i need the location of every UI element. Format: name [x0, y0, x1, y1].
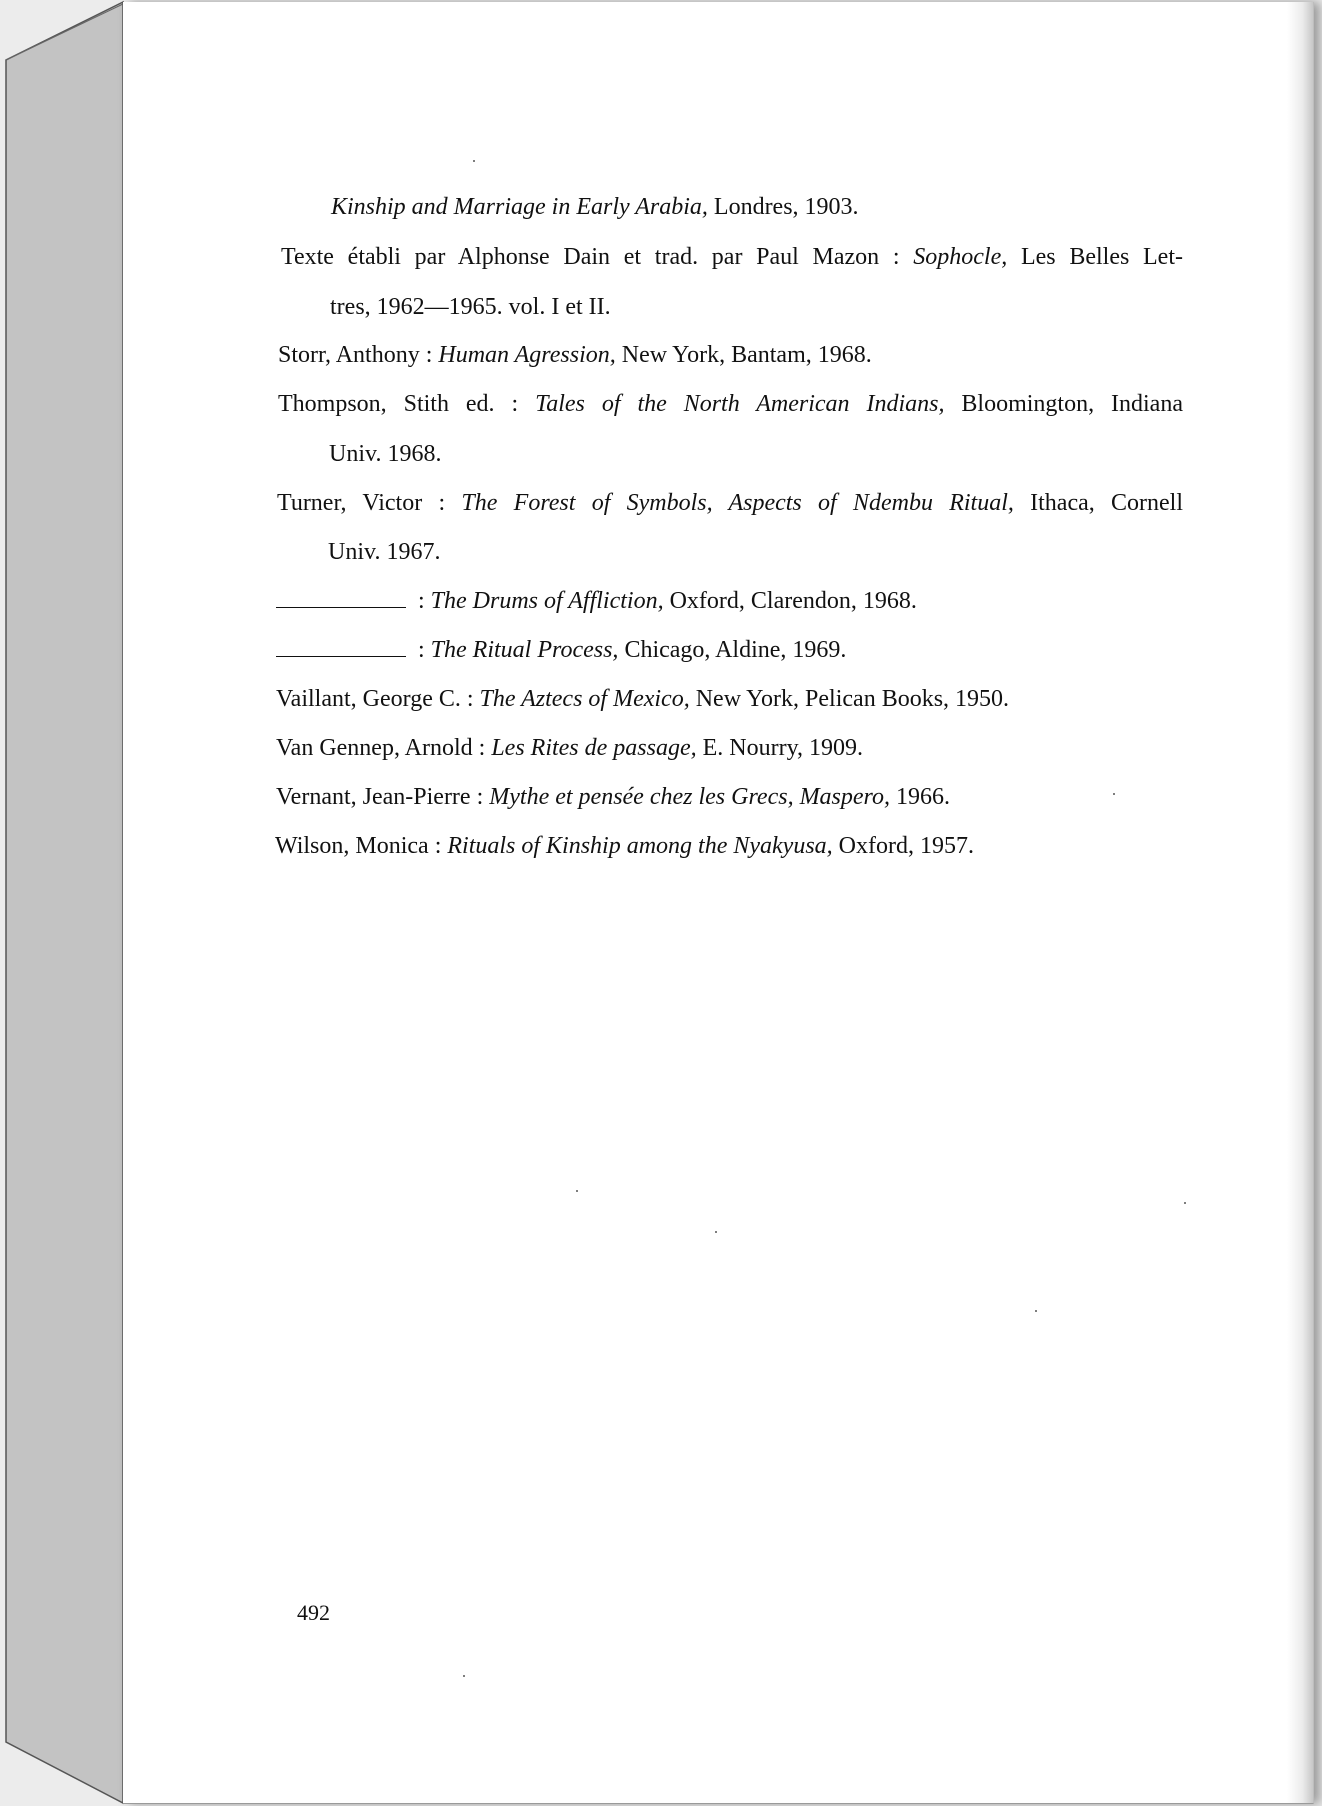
bibliography-entry — [277, 478, 1183, 528]
entry-publication: 1966. — [890, 784, 950, 810]
entry-author: Thompson, Stith ed. — [278, 391, 495, 417]
entry-title: Mythe et pensée chez les Grecs, Maspero, — [489, 784, 890, 810]
bibliography-entry-continuation — [329, 429, 441, 479]
entry-title: The Ritual Process, — [430, 637, 619, 663]
entry-title: Les Rites de passage, — [491, 735, 697, 761]
entry-publication-cont: Univ. 1968. — [329, 441, 442, 467]
entry-author: Vaillant, George C. — [276, 686, 461, 712]
entry-title: The Forest of Symbols, Aspects of Ndembu Ritual, — [461, 490, 1014, 516]
entry-separator: : — [428, 833, 448, 859]
bibliography-entry — [278, 330, 872, 380]
entry-author: Turner, Victor — [277, 490, 423, 516]
entry-publication: E. Nourry, 1909. — [696, 735, 864, 761]
entry-publication: Oxford, 1957. — [832, 833, 974, 859]
scan-speck — [1184, 1202, 1186, 1204]
entry-title: The Drums of Affliction, — [430, 588, 664, 614]
bibliography-entry — [275, 821, 974, 871]
entry-publication: Les Belles Let- — [1007, 244, 1183, 270]
entry-separator: : — [422, 490, 462, 516]
entry-publication: Chicago, Aldine, 1969. — [618, 637, 847, 663]
entry-separator: : — [460, 686, 480, 712]
scan-speck — [1113, 793, 1115, 795]
ditto-rule — [276, 654, 406, 657]
entry-publication: Oxford, Clarendon, 1968. — [663, 588, 917, 614]
entry-author: Wilson, Monica — [275, 833, 429, 859]
entry-publication-cont: Univ. 1967. — [328, 539, 441, 565]
entry-separator: : — [494, 391, 536, 417]
entry-separator: : — [879, 244, 914, 270]
entry-author: Texte établi par Alphonse Dain et trad. par Paul Mazon — [281, 244, 880, 270]
scan-speck — [576, 1190, 578, 1192]
bibliography-entry — [331, 182, 859, 232]
entry-publication: New York, Bantam, 1968. — [615, 342, 872, 368]
entry-separator: : — [412, 588, 431, 614]
entry-publication-cont: tres, 1962—1965. vol. I et II. — [330, 294, 611, 320]
entry-title: The Aztecs of Mexico, — [479, 686, 690, 712]
bibliography-entry — [276, 772, 950, 822]
bibliography-entry — [276, 723, 863, 773]
entry-publication: Ithaca, Cornell — [1013, 490, 1184, 516]
entry-separator: : — [472, 735, 492, 761]
bibliography-entry — [276, 674, 1009, 724]
scan-speck — [1035, 1310, 1037, 1312]
bibliography-entry — [276, 625, 846, 675]
bibliography-entry-continuation — [328, 527, 440, 577]
entry-separator: : — [419, 342, 439, 368]
bibliography-entry — [281, 232, 1183, 282]
scan-speck — [473, 160, 475, 162]
entry-author: Vernant, Jean-Pierre — [276, 784, 471, 810]
page-edge-shadow — [1287, 2, 1313, 1803]
bibliography-entry — [276, 576, 917, 626]
page-number: 492 — [297, 1600, 330, 1625]
entry-title: Kinship and Marriage in Early Arabia, — [331, 194, 708, 220]
entry-title: Tales of the North American Indians, — [535, 391, 945, 417]
bibliography-entry — [278, 379, 1183, 429]
scan-speck — [715, 1231, 717, 1233]
scan-speck — [463, 1675, 465, 1677]
bibliography-entry-continuation — [330, 282, 611, 332]
entry-author: Van Gennep, Arnold — [276, 735, 473, 761]
entry-separator: : — [412, 637, 431, 663]
ditto-rule — [276, 605, 406, 608]
entry-publication: New York, Pelican Books, 1950. — [689, 686, 1010, 712]
entry-publication: Bloomington, Indiana — [944, 391, 1183, 417]
entry-title: Human Agression, — [438, 342, 616, 368]
entry-title: Sophocle, — [913, 244, 1008, 270]
entry-author: Storr, Anthony — [278, 342, 420, 368]
entry-publication: Londres, 1903. — [707, 194, 859, 220]
entry-separator: : — [470, 784, 490, 810]
entry-title: Rituals of Kinship among the Nyakyusa, — [447, 833, 833, 859]
